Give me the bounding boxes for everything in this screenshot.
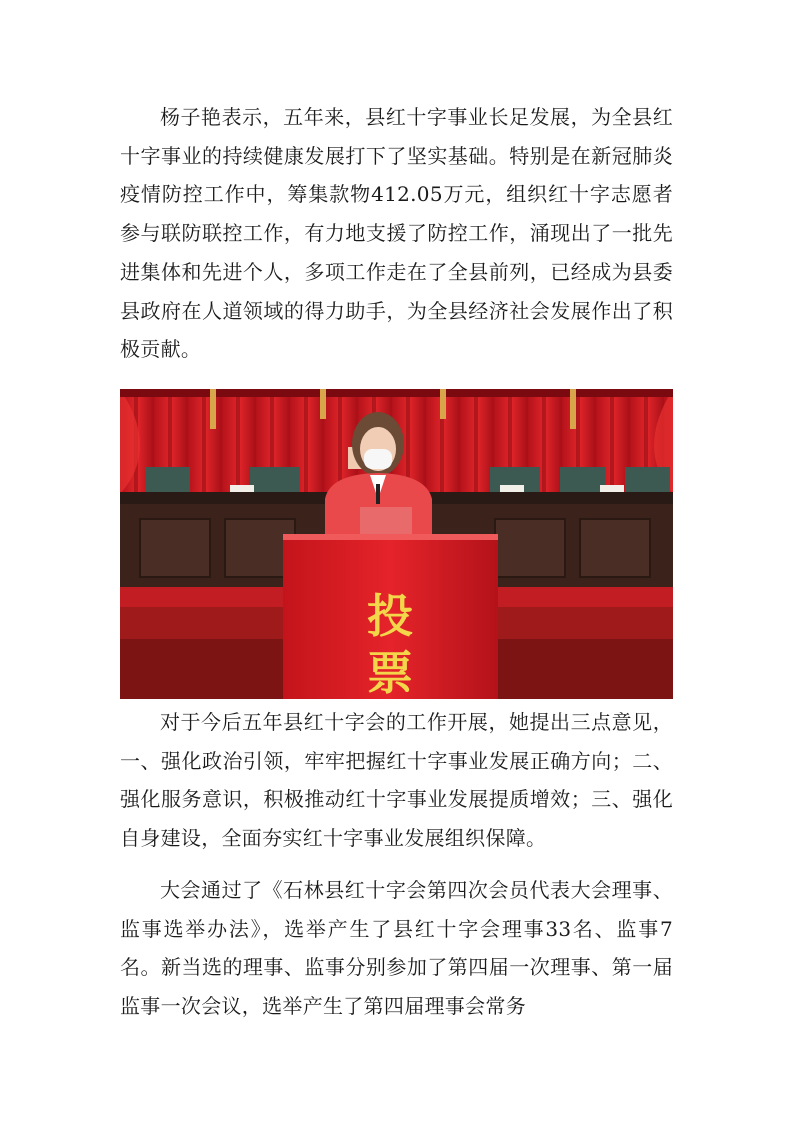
paragraph-3	[120, 871, 673, 1026]
paragraph-1	[120, 98, 673, 369]
ballot-box-char-2: 票	[367, 646, 413, 699]
voting-photo	[120, 389, 673, 699]
paragraph-text: 对于今后五年县红十字会的工作开展，她提出三点意见，一、强化政治引领，牢牢把握红十字事业发展正确方向；二、强化服务意识，积极推动红十字事业发展提质增效；三、强化自身建设，全面夯实红十字事业发展组织保障。	[120, 710, 673, 851]
paragraph-text: 大会通过了《石林县红十字会第四次会员代表大会理事、监事选举办法》，选举产生了县红十字会理事33名、监事7名。新当选的理事、监事分别参加了第四届一次理事、第一届监事一次会议，选举产生了第四届理事会常务	[120, 878, 673, 1019]
ballot-box-char-1: 投	[367, 589, 413, 643]
paragraph-2	[120, 703, 673, 858]
paragraph-text: 杨子艳表示，五年来，县红十字事业长足发展，为全县红十字事业的持续健康发展打下了坚实基础。特别是在新冠肺炎疫情防控工作中，筹集款物412.05万元，组织红十字志愿者参与联防联控工作，有力地支援了防控工作，涌现出了一批先进集体和先进个人，多项工作走在了全县前列，已经成为县委县政府在人道领域的得力助手，为全县经济社会发展作出了积极贡献。	[120, 105, 673, 362]
